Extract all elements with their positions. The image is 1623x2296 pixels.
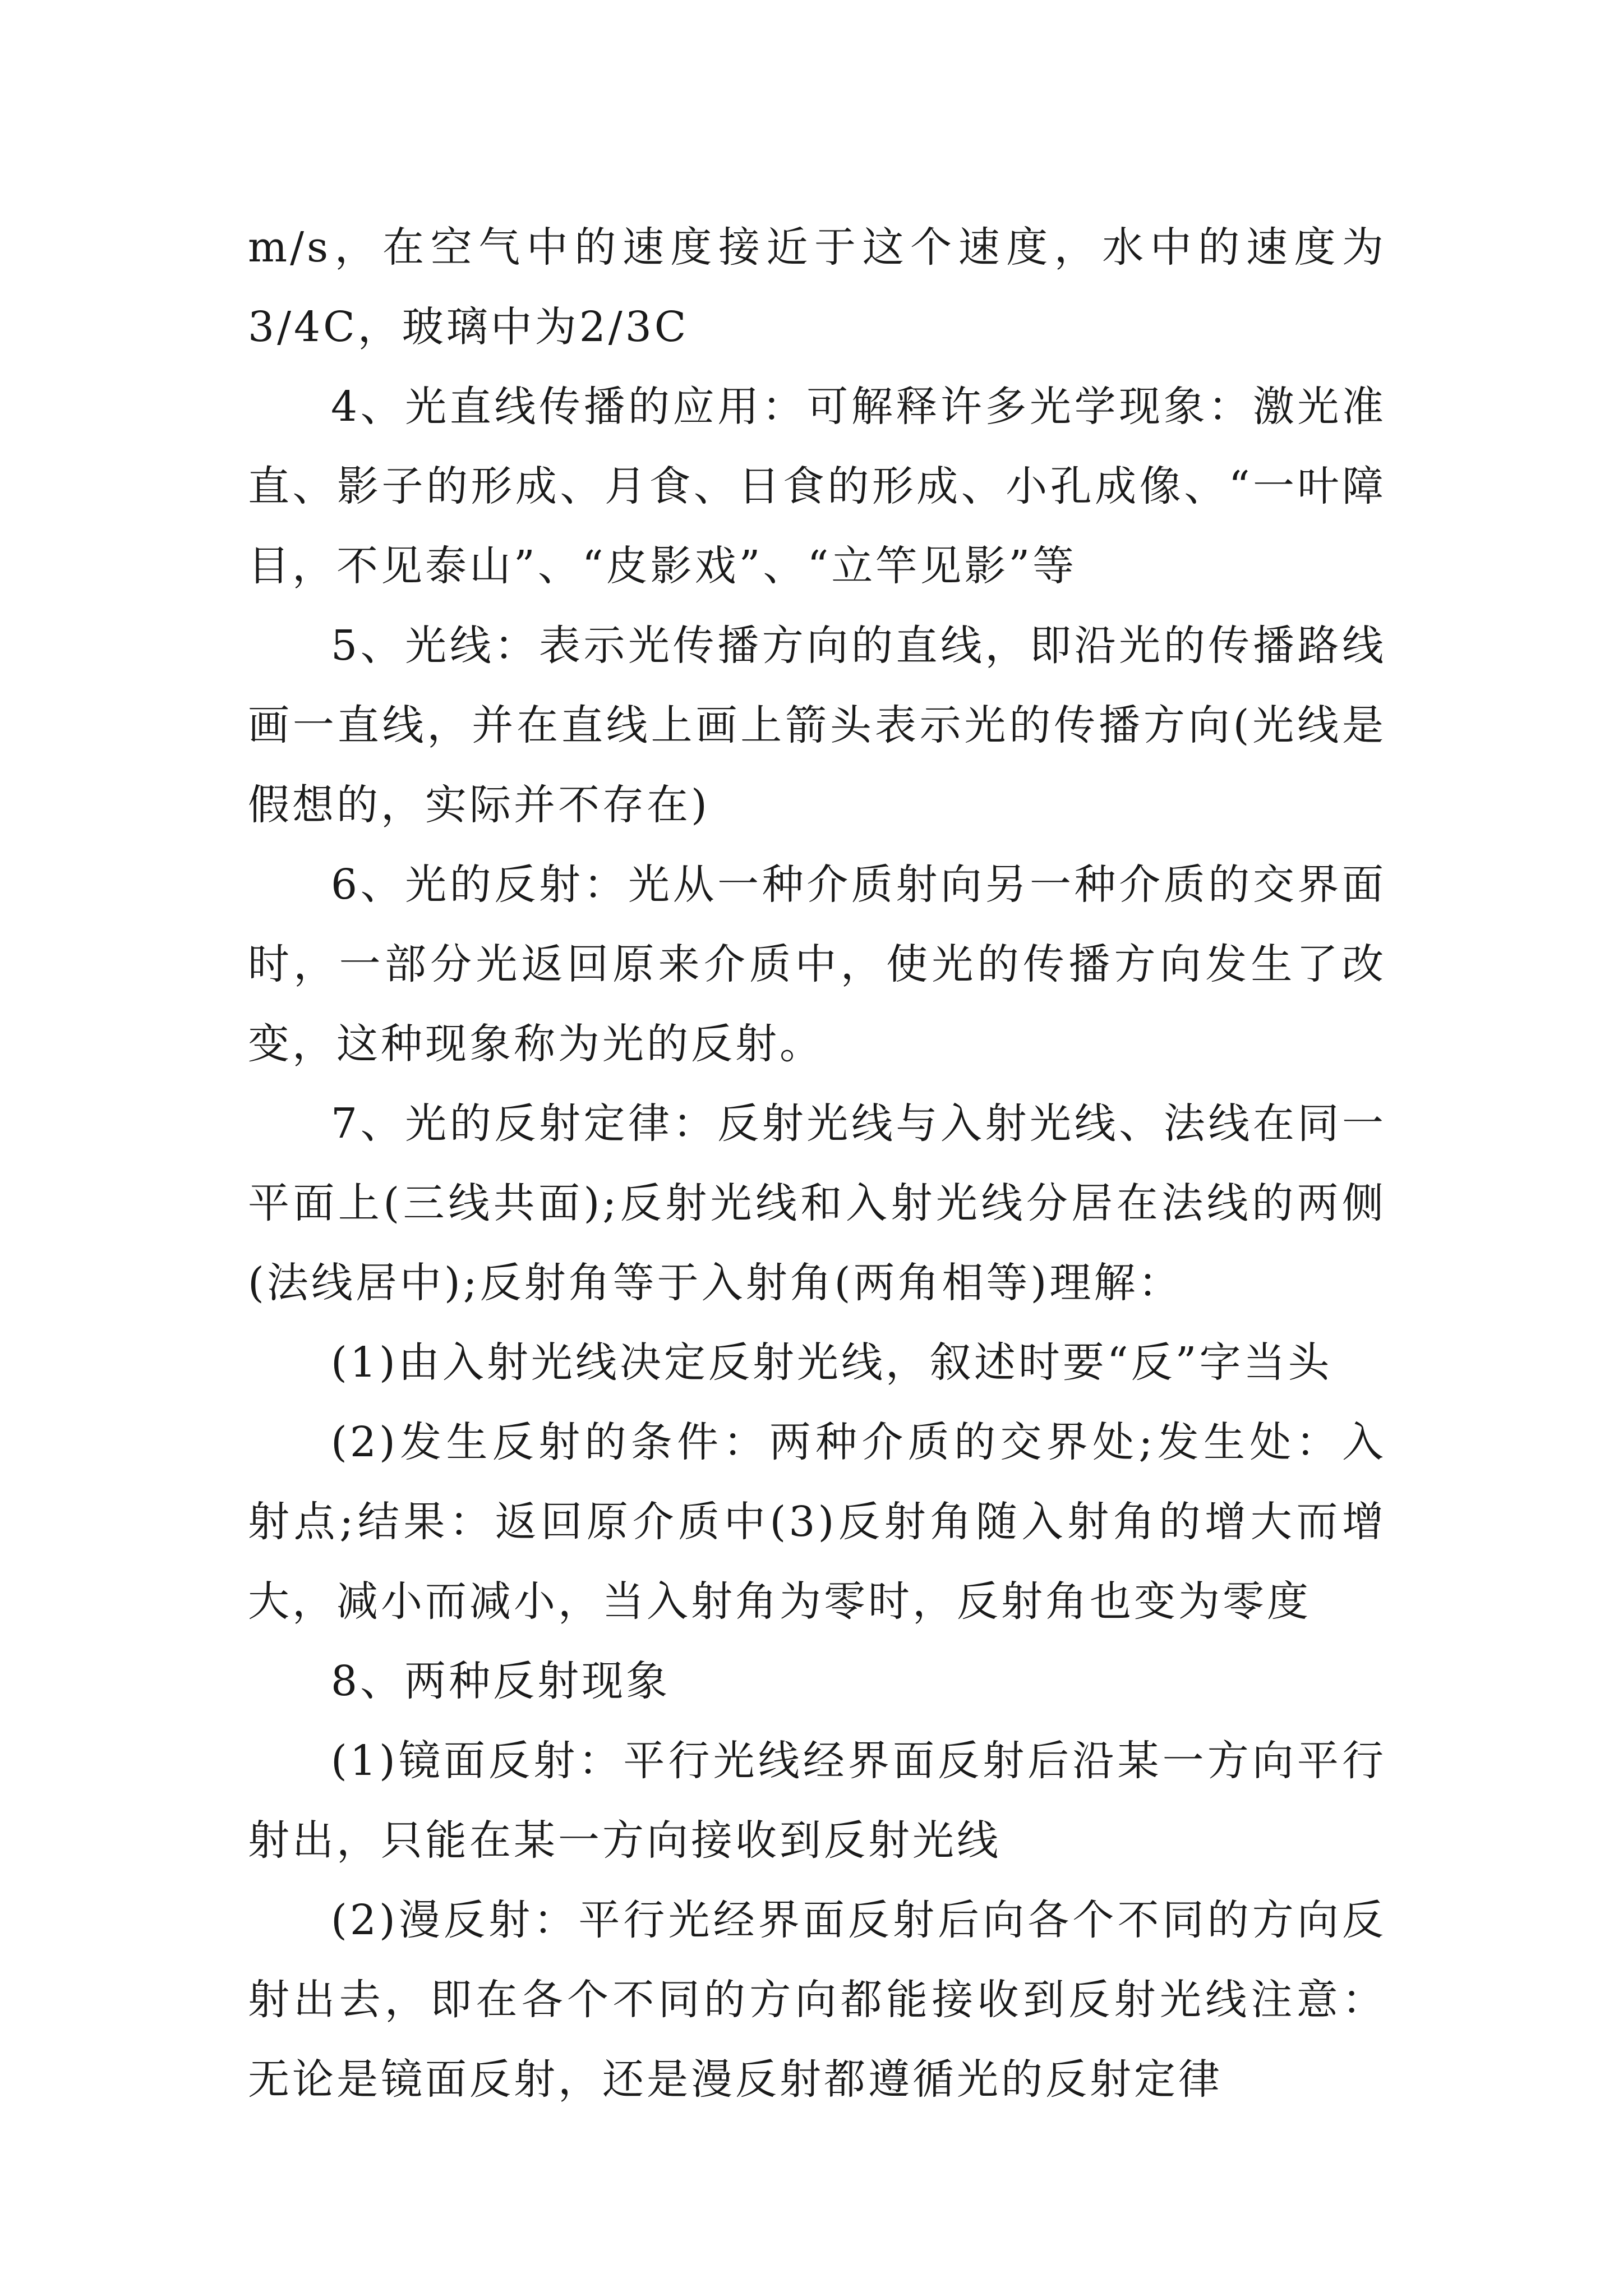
paragraph-law-of-reflection: 7、光的反射定律：反射光线与入射光线、法线在同一平面上(三线共面);反射光线和入射光线分居在法线的两侧(法线居中);反射角等于入射角(两角相等)理解：: [248, 1099, 1386, 1307]
document-body: [248, 208, 1386, 2119]
paragraph-light-ray: 5、光线：表示光传播方向的直线，即沿光的传播路线画一直线，并在直线上画上箭头表示光的传播方向(光线是假想的，实际并不存在): [248, 622, 1386, 829]
paragraph-light-speed: m/s，在空气中的速度接近于这个速度，水中的速度为3/4C，玻璃中为2/3C: [248, 223, 1386, 351]
paragraph-rectilinear-applications: 4、光直线传播的应用：可解释许多光学现象：激光准直、影子的形成、月食、日食的形成、小孔成像、“一叶障目，不见泰山”、“皮影戏”、“立竿见影”等: [248, 383, 1386, 590]
paragraph-diffuse-reflection: (2)漫反射：平行光经界面反射后向各个不同的方向反射出去，即在各个不同的方向都能接收到反射光线注意：无论是镜面反射，还是漫反射都遵循光的反射定律: [248, 1896, 1386, 2104]
paragraph-two-reflection-types: 8、两种反射现象: [331, 1657, 671, 1705]
paragraph-reflection-definition: 6、光的反射：光从一种介质射向另一种介质的交界面时，一部分光返回原来介质中，使光的传播方向发生了改变，这种现象称为光的反射。: [248, 861, 1386, 1068]
paragraph-reflection-note-2: (2)发生反射的条件：两种介质的交界处;发生处：入射点;结果：返回原介质中(3)反射角随入射角的增大而增大，减小而减小，当入射角为零时，反射角也变为零度: [248, 1418, 1386, 1626]
paragraph-reflection-note-1: (1)由入射光线决定反射光线，叙述时要“反”字当头: [331, 1338, 1332, 1387]
paragraph-specular-reflection: (1)镜面反射：平行光线经界面反射后沿某一方向平行射出，只能在某一方向接收到反射光线: [248, 1737, 1386, 1865]
